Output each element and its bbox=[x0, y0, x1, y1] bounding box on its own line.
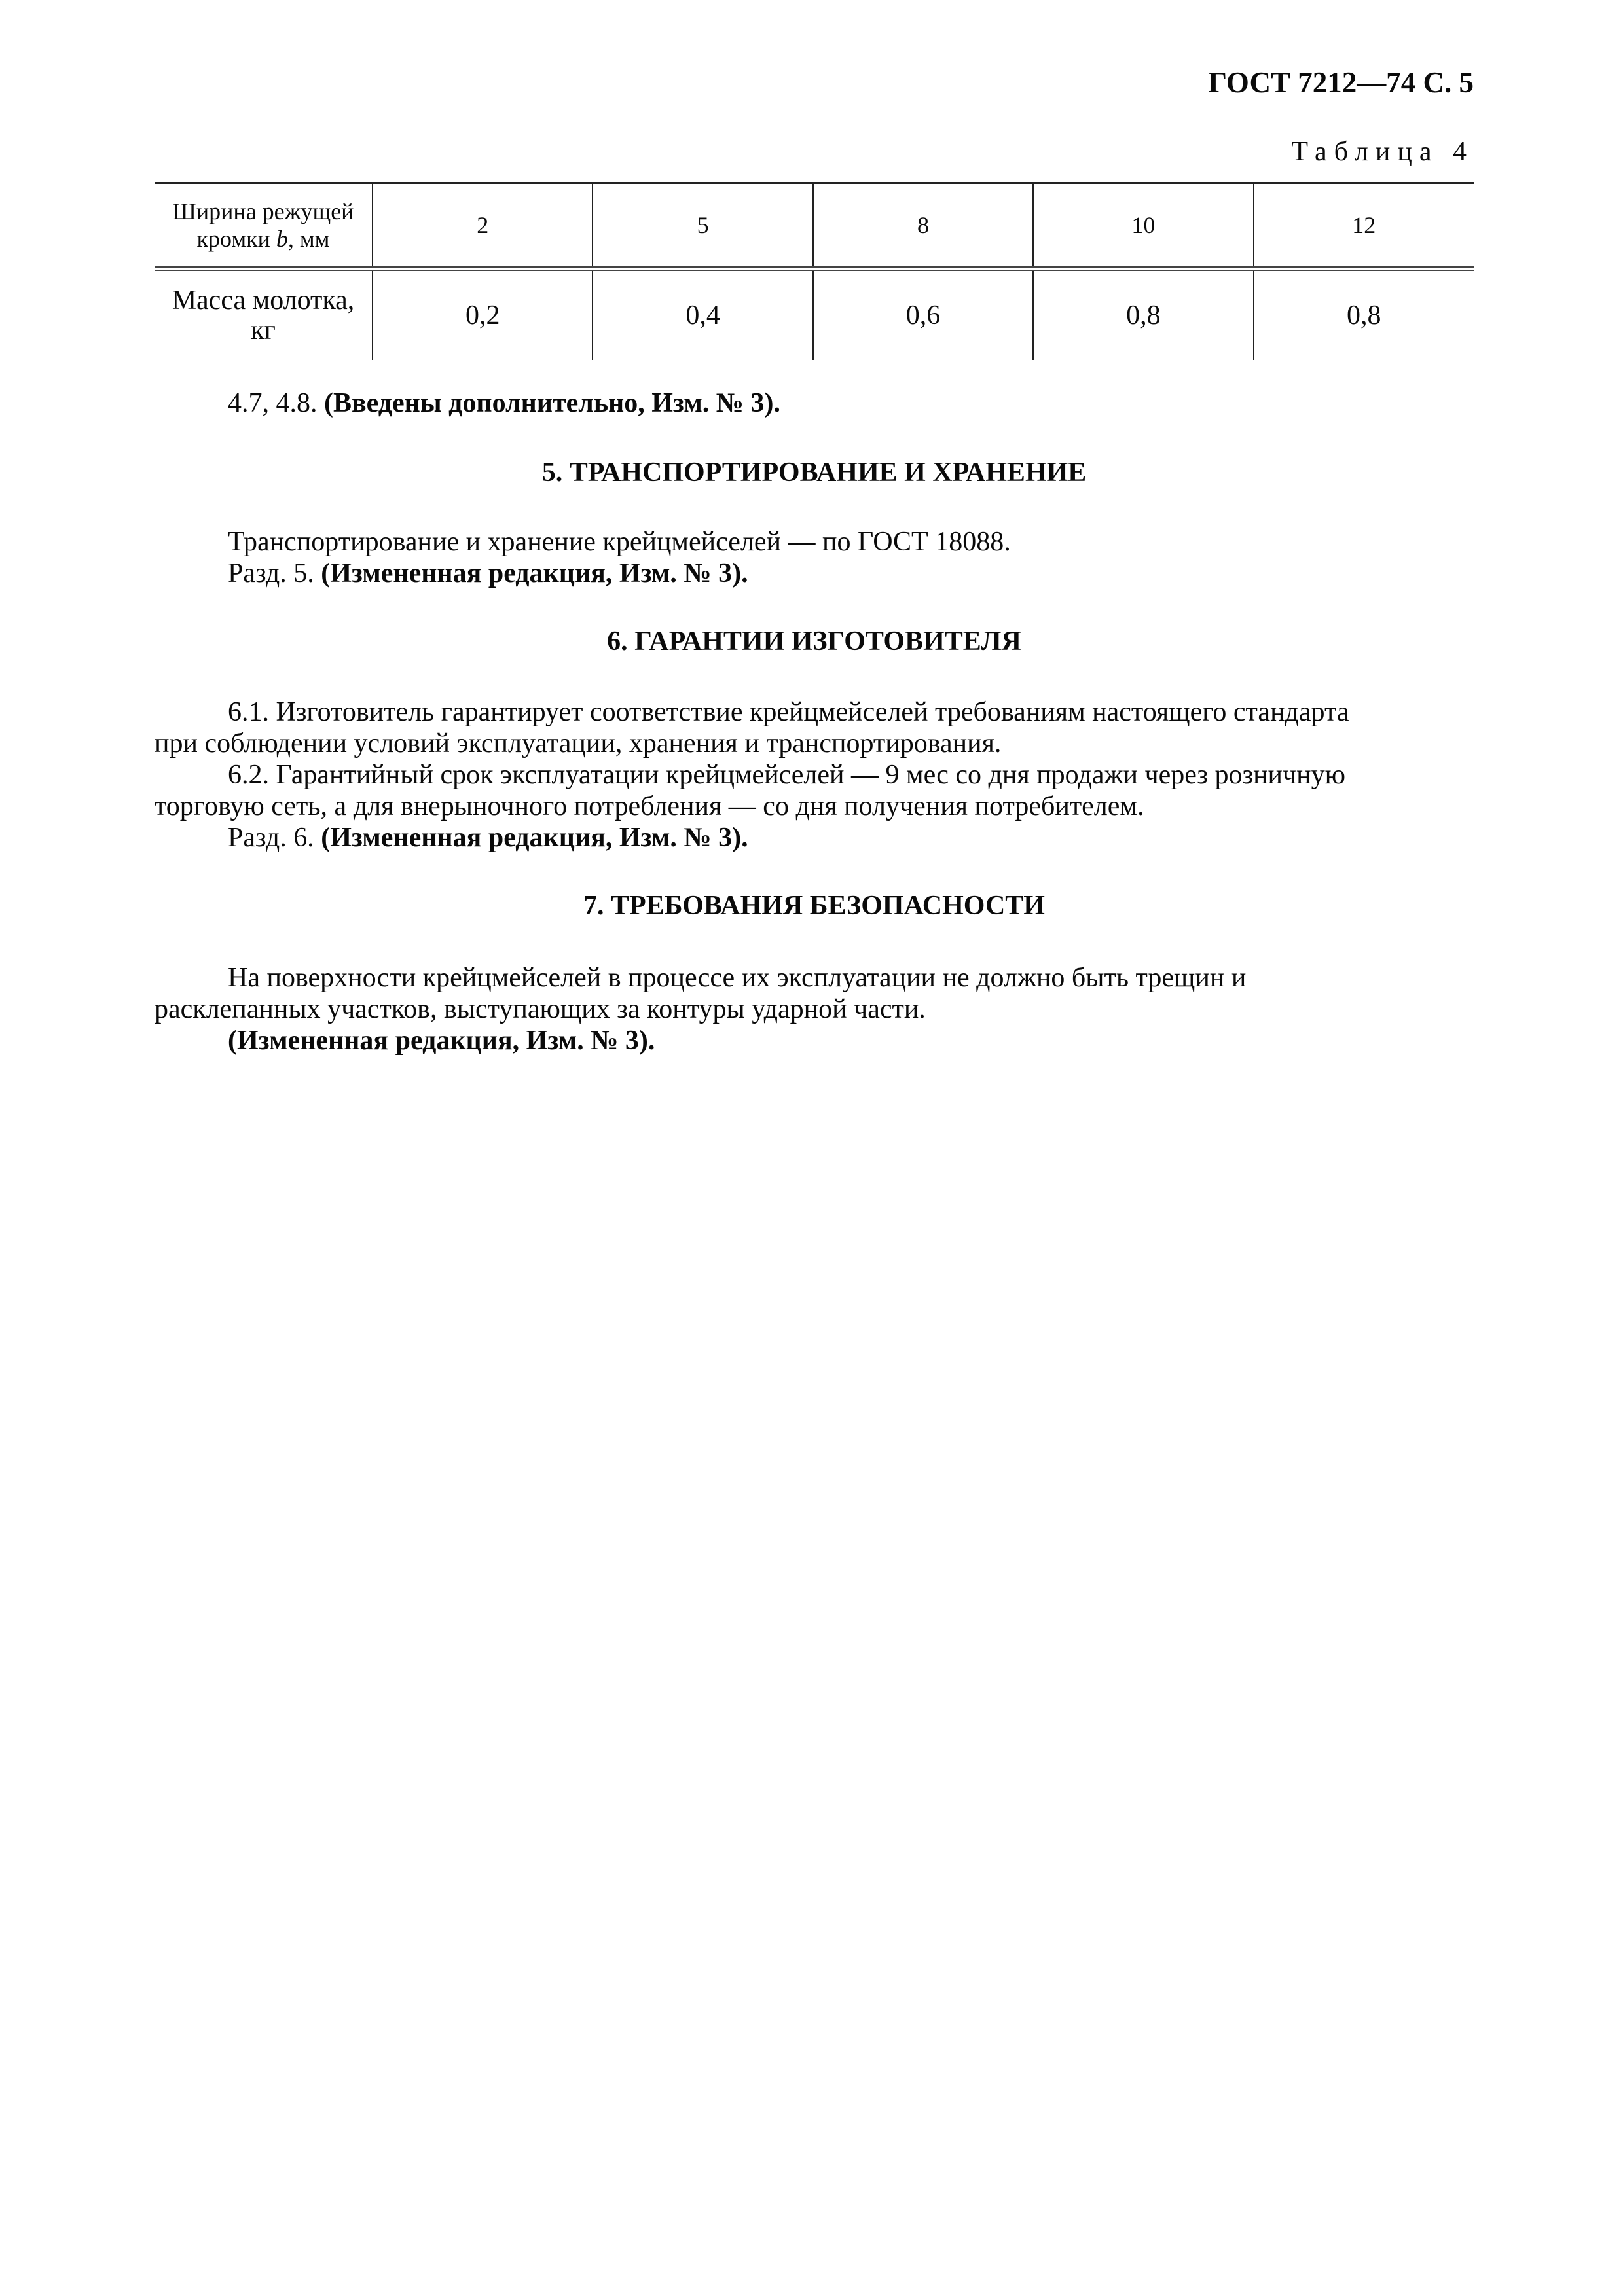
section-6-title: 6. ГАРАНТИИ ИЗГОТОВИТЕЛЯ bbox=[607, 626, 1021, 656]
section-5-title: 5. ТРАНСПОРТИРОВАНИЕ И ХРАНЕНИЕ bbox=[541, 457, 1087, 488]
table-4 bbox=[155, 182, 1474, 360]
table-cell: 0,8 bbox=[1033, 269, 1253, 361]
section-6-1-line-2: при соблюдении условий эксплуатации, хранения и транспортирования. bbox=[155, 728, 1002, 759]
table-cell: 10 bbox=[1033, 183, 1253, 269]
section-6-2-line-1: 6.2. Гарантийный срок эксплуатации крейцмейселей — 9 мес со дня продажи через розничную bbox=[228, 760, 1346, 790]
row-label-cutting-width: Ширина режущей кромки b, мм bbox=[155, 183, 373, 269]
section-7-note: (Измененная редакция, Изм. № 3). bbox=[228, 1026, 655, 1056]
table-cell: 5 bbox=[593, 183, 812, 269]
section-7-title: 7. ТРЕБОВАНИЯ БЕЗОПАСНОСТИ bbox=[583, 891, 1045, 921]
table-cell: 2 bbox=[373, 183, 593, 269]
section-6-2-line-2: торговую сеть, а для внерыночного потребления — со дня получения потребителем. bbox=[155, 791, 1144, 821]
table-caption: Таблица 4 bbox=[1291, 137, 1474, 167]
table-cell: 0,4 bbox=[593, 269, 812, 361]
row-label-hammer-mass: Масса молотка, кг bbox=[155, 269, 373, 361]
section-6-note: Разд. 6. (Измененная редакция, Изм. № 3). bbox=[228, 823, 748, 853]
section-7-line-2: расклепанных участков, выступающих за контуры ударной части. bbox=[155, 994, 926, 1024]
section-7-line-1: На поверхности крейцмейселей в процессе их эксплуатации не должно быть трещин и bbox=[228, 963, 1247, 993]
table-cell: 12 bbox=[1254, 183, 1474, 269]
table-row bbox=[155, 269, 1474, 361]
table-cell: 0,2 bbox=[373, 269, 593, 361]
section-5-text: Транспортирование и хранение крейцмейселей — по ГОСТ 18088. bbox=[228, 527, 1011, 557]
table-cell: 0,6 bbox=[813, 269, 1033, 361]
page-header: ГОСТ 7212—74 С. 5 bbox=[1208, 66, 1474, 99]
table-cell: 8 bbox=[813, 183, 1033, 269]
table-row bbox=[155, 183, 1474, 269]
section-6-1-line-1: 6.1. Изготовитель гарантирует соответствие крейцмейселей требованиям настоящего стандарта bbox=[228, 697, 1349, 727]
table-cell: 0,8 bbox=[1254, 269, 1474, 361]
section-5-note: Разд. 5. (Измененная редакция, Изм. № 3). bbox=[228, 558, 748, 588]
amendment-note-4-7-4-8: 4.7, 4.8. (Введены дополнительно, Изм. № 3). bbox=[228, 388, 780, 418]
